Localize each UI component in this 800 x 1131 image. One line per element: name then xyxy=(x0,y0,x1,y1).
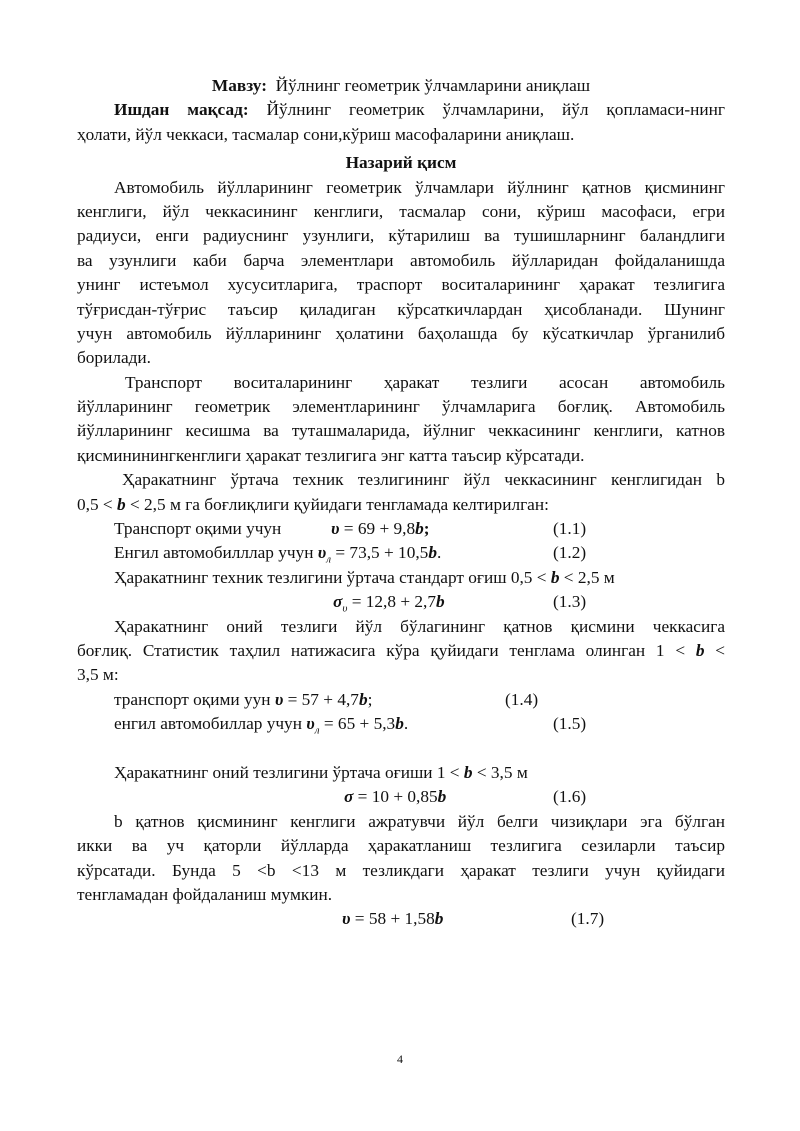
eq-tail: . xyxy=(436,543,442,563)
para1-line: Автомобиль йўлларининг геометрик ўлчамлари йўлнинг қатнов қисмининг xyxy=(114,177,725,197)
para1-line: тўғрисдан-тўғрис таъсир қиладиган кўрсаткичлардан ҳисобланади. Шунинг xyxy=(77,299,725,319)
para1-line: борилади. xyxy=(77,348,151,368)
subscript: υ xyxy=(342,602,348,615)
eq-formula xyxy=(342,907,443,931)
equation-1-1 xyxy=(77,517,725,541)
para3-text: 0,5 < xyxy=(77,494,117,514)
para1-line: радиуси, енги радиуснинг узунлиги, кўтарилиш ва тушишларнинг баландлиги xyxy=(77,226,725,246)
variable-b: b xyxy=(463,762,473,782)
eq-tail: . xyxy=(403,714,409,734)
para2-line: йўлларининг геометрик элементларининг ўлчамларига боғлиқ. Автомобиль xyxy=(77,397,725,417)
eq-rhs: = 58 + 1,58 xyxy=(350,909,435,929)
subscript: л xyxy=(326,553,332,566)
para2-line: Транспорт воситаларининг ҳаракат тезлиги асосан автомобиль xyxy=(125,372,725,392)
section-title: Назарий қисм xyxy=(345,153,457,173)
goal-label: Ишдан мақсад: xyxy=(114,100,249,120)
para4-line xyxy=(77,566,725,590)
eq-label: Енгил автомобилллар учун xyxy=(114,543,318,563)
variable-sigma: σ xyxy=(333,592,343,612)
equation-number: (1.7) xyxy=(571,909,605,929)
topic-line xyxy=(77,74,725,98)
equation-number: (1.3) xyxy=(553,592,587,612)
para7-line: кўрсатади. Бунда 5 <b <13 м тезликдаги ҳаракат тезлиги учун қуйидаги xyxy=(77,860,725,880)
variable-b: b xyxy=(437,787,447,807)
eq-formula xyxy=(344,785,446,809)
equation-1-3 xyxy=(77,590,725,614)
eq-rhs: = 12,8 + 2,7 xyxy=(347,592,437,612)
eq-label: транспорт оқими уун xyxy=(114,689,275,709)
variable-b: b xyxy=(395,714,404,734)
topic-text: Йўлнинг геометрик ўлчамларини аниқлаш xyxy=(275,76,591,95)
variable-b: b xyxy=(117,494,126,514)
variable-b: b xyxy=(415,519,424,539)
variable-b: b xyxy=(428,543,437,563)
para5-text: боғлиқ. Статистик таҳлил натижасига кўра қуйидаги тенглама олинган 1 < xyxy=(77,640,696,660)
variable-v: υ xyxy=(342,909,351,929)
variable-v: υ xyxy=(317,543,327,563)
para3-text: < 2,5 м га боғлиқлиги қуйидаги тенгламада келтирилган: xyxy=(125,494,549,514)
eq-label: Транспорт оқими учун xyxy=(114,519,282,539)
eq-formula xyxy=(331,517,430,541)
variable-b: b xyxy=(550,567,560,587)
para5-line: 3,5 м: xyxy=(77,665,119,685)
para1-line: учун автомобиль йўлларининг ҳолатини баҳолашда бу кўсаткичлар ўрганилиб xyxy=(77,323,725,343)
para7-line: икки ва уч қаторли йўлларда ҳаракатланиш тезлигига сезиларли таъсир xyxy=(77,836,725,856)
para3-line: Ҳаракатнинг ўртача техник тезлигининг йўл чеккасининг кенглигидан b xyxy=(122,470,725,490)
variable-b: b xyxy=(436,592,445,612)
page-number: 4 xyxy=(397,1052,403,1066)
goal-line-2: ҳолати, йўл чеккаси, тасмалар сони,кўриш масофаларини аниқлаш. xyxy=(77,124,575,144)
para7-line: тенгламадан фойдаланиш мумкин. xyxy=(77,884,333,904)
para5-text: < xyxy=(704,640,725,660)
para1-line: кенглиги, йўл чеккасининг кенглиги, тасмалар сони, кўриш масофаси, егри xyxy=(77,201,725,221)
eq-rhs: = 73,5 + 10,5 xyxy=(331,543,429,563)
para1-line: ва узунлиги каби барча элементлари автомобиль йўлларидан фойдаланишда xyxy=(77,250,725,270)
equation-1-7 xyxy=(77,907,725,931)
goal-text-1: Йўлнинг геометрик ўлчамларини, йўл қопламаси-нинг xyxy=(266,100,725,120)
eq-label: енгил автомобиллар учун xyxy=(114,714,307,734)
para6-line xyxy=(77,761,725,785)
para6-text: < 3,5 м xyxy=(472,762,528,782)
para2-line: қисмининингкенглиги ҳаракат тезлигига энг катта таъсир кўрсатади. xyxy=(77,445,585,465)
variable-v: υ xyxy=(331,519,340,539)
variable-b: b xyxy=(434,909,444,929)
variable-v: υ xyxy=(274,689,284,709)
eq-tail: ; xyxy=(367,689,373,709)
equation-1-4 xyxy=(77,688,725,712)
variable-b: b xyxy=(695,640,705,660)
blank-line xyxy=(77,737,725,761)
equation-1-2 xyxy=(77,541,725,565)
variable-sigma: σ xyxy=(344,787,354,807)
para1-line: унинг истеъмол хусуситларига, траспорт воситаларининг ҳаракат тезлигига xyxy=(77,275,725,295)
para2-line: йўлларининг кесишма ва туташмаларида, йўлниг чеккасининг кенглиги, катнов xyxy=(77,421,725,441)
goal-line-1 xyxy=(77,98,725,122)
variable-b: b xyxy=(358,689,368,709)
equation-number: (1.5) xyxy=(553,714,587,734)
equation-number: (1.2) xyxy=(553,543,587,563)
topic-label: Мавзу: xyxy=(211,76,267,95)
para4-text: < 2,5 м xyxy=(559,567,615,587)
para7-line: b қатнов қисмининг кенглиги ажратувчи йўл белги чизиқлари эга бўлган xyxy=(114,811,725,831)
para3-line xyxy=(77,493,725,517)
equation-number: (1.1) xyxy=(553,519,587,539)
variable-v: υ xyxy=(306,714,315,734)
eq-tail: ; xyxy=(423,519,430,539)
para5-line: Ҳаракатнинг оний тезлиги йўл бўлагининг қатнов қисмини чеккасига xyxy=(114,616,725,636)
equation-1-6 xyxy=(77,785,725,809)
para6-text: Ҳаракатнинг оний тезлигини ўртача оғиши 1 < xyxy=(114,762,464,782)
eq-rhs: = 69 + 9,8 xyxy=(339,519,416,539)
subscript: л xyxy=(314,724,320,737)
eq-rhs: = 57 + 4,7 xyxy=(283,689,359,709)
document-page xyxy=(77,74,725,932)
equation-number: (1.4) xyxy=(505,689,539,709)
para4-text: Ҳаракатнинг техник тезлигини ўртача стандарт оғиш 0,5 < xyxy=(114,567,551,587)
eq-rhs: = 10 + 0,85 xyxy=(353,787,438,807)
eq-rhs: = 65 + 5,3 xyxy=(319,714,396,734)
equation-1-5 xyxy=(77,712,725,736)
equation-number: (1.6) xyxy=(553,787,587,807)
para5-line xyxy=(77,639,725,663)
